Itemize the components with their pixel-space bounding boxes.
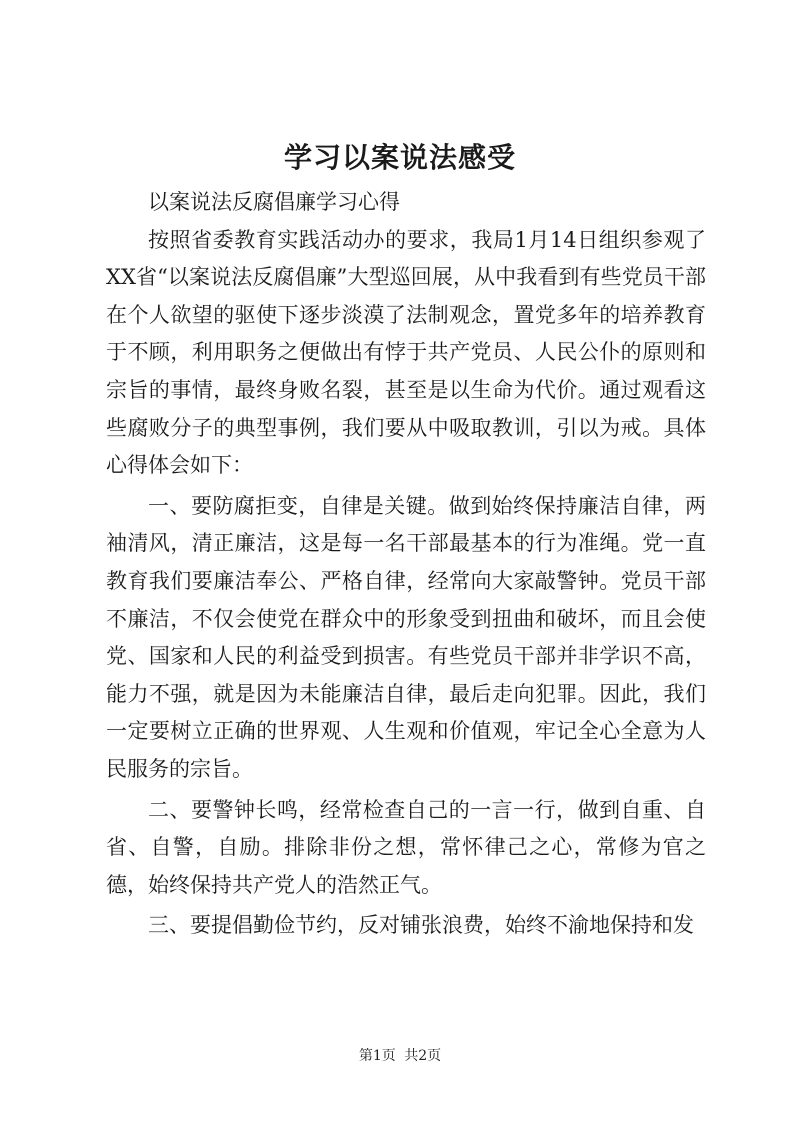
paragraph-intro: 按照省委教育实践活动办的要求，我局1月14日组织参观了XX省“以案说法反腐倡廉”大型巡回展，从中我看到有些党员干部在个人欲望的驱使下逐步淡漠了法制观念，置党多年的培养教育于不顾，利用职务之便做出有悖于共产党员、人民公仆的原则和宗旨的事情，最终身败名裂，甚至是以生命为代价。通过观看这些腐败分子的典型事例，我们要从中吸取教训，引以为戒。具体心得体会如下：	[106, 227, 706, 478]
paragraph-point-3: 三、要提倡勤俭节约，反对铺张浪费，始终不渝地保持和发	[148, 913, 694, 938]
page-total: 共2页	[404, 1048, 442, 1064]
page-number: 第1页	[358, 1048, 396, 1064]
paragraph-point-1: 一、要防腐拒变，自律是关键。做到始终保持廉洁自律，两袖清风，清正廉洁，这是每一名干部最基本的行为准绳。党一直教育我们要廉洁奉公、严格自律，经常向大家敲警钟。党员干部不廉洁，不仅会使党在群众中的形象受到扭曲和破坏，而且会使党、国家和人民的利益受到损害。有些党员干部并非学识不高，能力不强，就是因为未能廉洁自律，最后走向犯罪。因此，我们一定要树立正确的世界观、人生观和价值观，牢记全心全意为人民服务的宗旨。	[106, 493, 706, 781]
document-title: 学习以案说法感受	[283, 141, 516, 174]
page-footer	[0, 1046, 800, 1066]
document-subtitle: 以案说法反腐倡廉学习心得	[148, 190, 400, 214]
paragraph-point-2: 二、要警钟长鸣，经常检查自己的一言一行，做到自重、自省、自警，自励。排除非份之想，常怀律己之心，常修为官之德，始终保持共产党人的浩然正气。	[106, 797, 706, 897]
document-body	[106, 184, 706, 945]
